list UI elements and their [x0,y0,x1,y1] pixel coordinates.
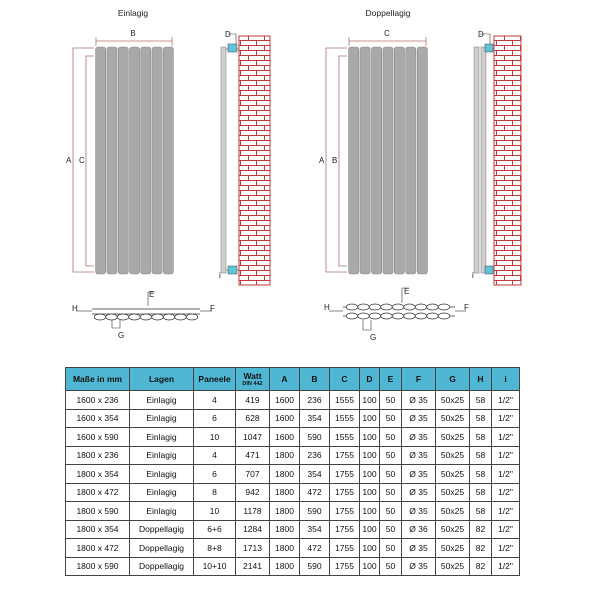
table-row [66,483,520,502]
table-cell: 1/2" [492,465,520,484]
table-cell: 1800 [270,539,300,558]
tube-section [438,304,450,310]
table-cell: Doppellagig [130,557,194,576]
table-cell: 8+8 [194,539,236,558]
right-top-view [324,287,469,342]
table-cell: 1/2" [492,409,520,428]
table-cell: 100 [360,502,380,521]
table-cell: 6 [194,409,236,428]
table-cell: 1/2" [492,539,520,558]
tube-section [427,304,439,310]
column-header: E [380,368,402,391]
table-cell: Einlagig [130,502,194,521]
table-row [66,520,520,539]
table-cell: Ø 36 [402,520,436,539]
table-row [66,502,520,521]
table-cell: Ø 35 [402,409,436,428]
tube-section [415,304,427,310]
tube-section [404,304,416,310]
table-cell: 50 [380,465,402,484]
tube-section [381,304,393,310]
table-cell: 419 [236,391,270,410]
table-cell: 58 [470,483,492,502]
table-cell: 590 [300,428,330,447]
table-cell: 50 [380,539,402,558]
tube-section [404,313,416,319]
table-cell: 1755 [330,502,360,521]
left-label-b: B [130,29,136,38]
table-cell: Einlagig [130,428,194,447]
table-cell: 100 [360,539,380,558]
table-cell: 58 [470,502,492,521]
table-cell: Ø 35 [402,465,436,484]
table-cell: 1555 [330,428,360,447]
column-header: i [492,368,520,391]
table-cell: 942 [236,483,270,502]
table-cell: 1047 [236,428,270,447]
table-cell: 590 [300,557,330,576]
left-label-i: i [219,271,221,280]
table-cell: 1555 [330,391,360,410]
table-cell: 1/2" [492,520,520,539]
right-label-i: i [472,271,474,280]
table-cell: 10 [194,428,236,447]
right-label-b: B [332,156,338,165]
table-cell: 1800 [270,520,300,539]
column-header: D [360,368,380,391]
table-cell: 50 [380,391,402,410]
left-label-d: D [225,30,231,39]
tube-section [415,313,427,319]
table-cell: Doppellagig [130,520,194,539]
tube-section [129,314,141,320]
table-cell: 100 [360,465,380,484]
table-cell: 100 [360,557,380,576]
table-cell: 1/2" [492,428,520,447]
table-cell: 1755 [330,483,360,502]
tube-section [369,304,381,310]
table-cell: 1800 [270,502,300,521]
table-cell: 1755 [330,557,360,576]
table-cell: 1600 x 590 [66,428,130,447]
column-header: Lagen [130,368,194,391]
tube-section [392,313,404,319]
right-side-view [472,30,521,285]
left-label-h: H [72,304,78,313]
table-row [66,465,520,484]
table-cell: 354 [300,465,330,484]
table-row [66,557,520,576]
table-cell: Einlagig [130,465,194,484]
table-cell: 58 [470,428,492,447]
table-cell: 1800 x 354 [66,520,130,539]
column-header: Paneele [194,368,236,391]
table-cell: 50 [380,557,402,576]
table-header-row [66,368,520,391]
right-label-f: F [464,303,469,312]
radiator-panel [394,47,404,274]
table-cell: 1600 [270,391,300,410]
table-cell: 58 [470,391,492,410]
table-cell: 1800 x 590 [66,502,130,521]
table-cell: 1800 x 590 [66,557,130,576]
table-cell: 590 [300,502,330,521]
left-dim-a-c [66,48,94,272]
table-cell: 50x25 [436,539,470,558]
right-label-a: A [319,156,325,165]
table-cell: 82 [470,557,492,576]
column-header: F [402,368,436,391]
left-label-a: A [66,156,72,165]
table-cell: 236 [300,391,330,410]
table-cell: Ø 35 [402,557,436,576]
tube-section [186,314,198,320]
table-cell: 1800 x 472 [66,539,130,558]
table-cell: 1600 x 354 [66,409,130,428]
table-cell: Ø 35 [402,539,436,558]
table-cell: Ø 35 [402,428,436,447]
table-cell: 100 [360,391,380,410]
table-cell: 58 [470,446,492,465]
tube-section [427,313,439,319]
tube-section [438,313,450,319]
table-cell: 1800 [270,483,300,502]
table-cell: 354 [300,520,330,539]
tube-section [381,313,393,319]
table-cell: 1178 [236,502,270,521]
table-cell: 1/2" [492,391,520,410]
table-cell: 1555 [330,409,360,428]
table-cell: 50x25 [436,391,470,410]
tube-section [358,313,370,319]
radiator-panel [141,47,151,274]
table-cell: 10+10 [194,557,236,576]
right-label-d: D [478,30,484,39]
table-cell: 472 [300,539,330,558]
column-header: B [300,368,330,391]
table-cell: 2141 [236,557,270,576]
left-label-g: G [118,331,125,340]
table-cell: 50x25 [436,520,470,539]
table-cell: 6 [194,465,236,484]
table-body [66,391,520,576]
table-cell: 100 [360,483,380,502]
table-cell: 1600 x 236 [66,391,130,410]
table-cell: 707 [236,465,270,484]
column-header: A [270,368,300,391]
left-label-e: E [149,290,155,299]
table-cell: 1755 [330,539,360,558]
table-cell: 50 [380,409,402,428]
right-label-g: G [370,333,377,342]
tube-section [140,314,152,320]
table-cell: 50x25 [436,428,470,447]
table-cell: 1755 [330,465,360,484]
table-cell: 4 [194,446,236,465]
tube-section [358,304,370,310]
table-row [66,391,520,410]
table-cell: 4 [194,391,236,410]
radiator-panel [372,47,382,274]
table-cell: 50 [380,520,402,539]
left-dim-b [96,29,172,46]
table-cell: 472 [300,483,330,502]
table-cell: 100 [360,409,380,428]
table-cell: 100 [360,428,380,447]
left-label-f: F [210,304,215,313]
table-cell: Ø 35 [402,446,436,465]
table-cell: 50x25 [436,446,470,465]
tube-section [369,313,381,319]
right-label-h: H [324,303,330,312]
table-cell: 50x25 [436,483,470,502]
table-cell: Einlagig [130,409,194,428]
table-row [66,409,520,428]
radiator-panel [118,47,128,274]
table-cell: 6+6 [194,520,236,539]
table-cell: 1800 [270,446,300,465]
table-cell: Ø 35 [402,483,436,502]
table-cell: 58 [470,465,492,484]
table-cell: 1800 [270,557,300,576]
spec-table [65,367,520,576]
table-cell: 1755 [330,520,360,539]
table-cell: 50 [380,446,402,465]
table-cell: 628 [236,409,270,428]
table-cell: 82 [470,520,492,539]
right-title: Doppellagig [365,8,411,18]
radiator-panel [163,47,173,274]
right-dim-c [349,29,426,46]
tube-section [106,314,118,320]
tube-section [152,314,164,320]
radiator-panel [349,47,359,274]
tube-section [175,314,187,320]
table-cell: 50x25 [436,502,470,521]
table-cell: 1800 x 472 [66,483,130,502]
column-header: Watt DIN 442 [236,368,270,391]
table-cell: Doppellagig [130,539,194,558]
column-header: G [436,368,470,391]
table-cell: 1/2" [492,446,520,465]
table-cell: 471 [236,446,270,465]
tube-section [346,304,358,310]
radiator-panel [383,47,393,274]
table-cell: 1800 x 236 [66,446,130,465]
tube-section [117,314,129,320]
table-cell: 1600 [270,409,300,428]
tube-section [163,314,175,320]
table-cell: 58 [470,409,492,428]
right-label-e: E [404,287,410,296]
table-cell: Ø 35 [402,502,436,521]
table-cell: 100 [360,520,380,539]
tube-section [346,313,358,319]
table-cell: 1/2" [492,557,520,576]
left-radiator-front [96,47,174,274]
left-label-c: C [79,156,85,165]
table-cell: 50 [380,502,402,521]
table-cell: 1800 x 354 [66,465,130,484]
right-label-c: C [384,29,390,38]
table-cell: 50 [380,428,402,447]
table-cell: 82 [470,539,492,558]
table-cell: 50x25 [436,409,470,428]
table-cell: 50 [380,483,402,502]
table-cell: Einlagig [130,391,194,410]
table-cell: Einlagig [130,483,194,502]
table-row [66,539,520,558]
radiator-panel [417,47,427,274]
table-cell: Einlagig [130,446,194,465]
table-cell: 354 [300,409,330,428]
table-cell: 100 [360,446,380,465]
tube-section [94,314,106,320]
table-cell: 1284 [236,520,270,539]
radiator-panel [360,47,370,274]
left-top-view [72,290,215,340]
column-header: C [330,368,360,391]
tube-section [392,304,404,310]
table-cell: 10 [194,502,236,521]
table-cell: 50x25 [436,465,470,484]
table-cell: 1713 [236,539,270,558]
table-cell: 236 [300,446,330,465]
column-header: H [470,368,492,391]
table-cell: 1800 [270,465,300,484]
table-cell: 1755 [330,446,360,465]
radiator-panel [406,47,416,274]
table-cell: 8 [194,483,236,502]
radiator-panel [130,47,140,274]
column-header: Maße in mm [66,368,130,391]
left-side-view [219,30,270,285]
table-cell: Ø 35 [402,391,436,410]
table-row [66,446,520,465]
right-radiator-front [349,47,428,274]
radiator-panel [96,47,106,274]
table-cell: 50x25 [436,557,470,576]
radiator-panel [152,47,162,274]
table-cell: 1600 [270,428,300,447]
table-row [66,428,520,447]
left-title: Einlagig [117,8,149,18]
table-cell: 1/2" [492,502,520,521]
right-dim-a-b [319,48,347,272]
table-cell: 1/2" [492,483,520,502]
radiator-panel [107,47,117,274]
